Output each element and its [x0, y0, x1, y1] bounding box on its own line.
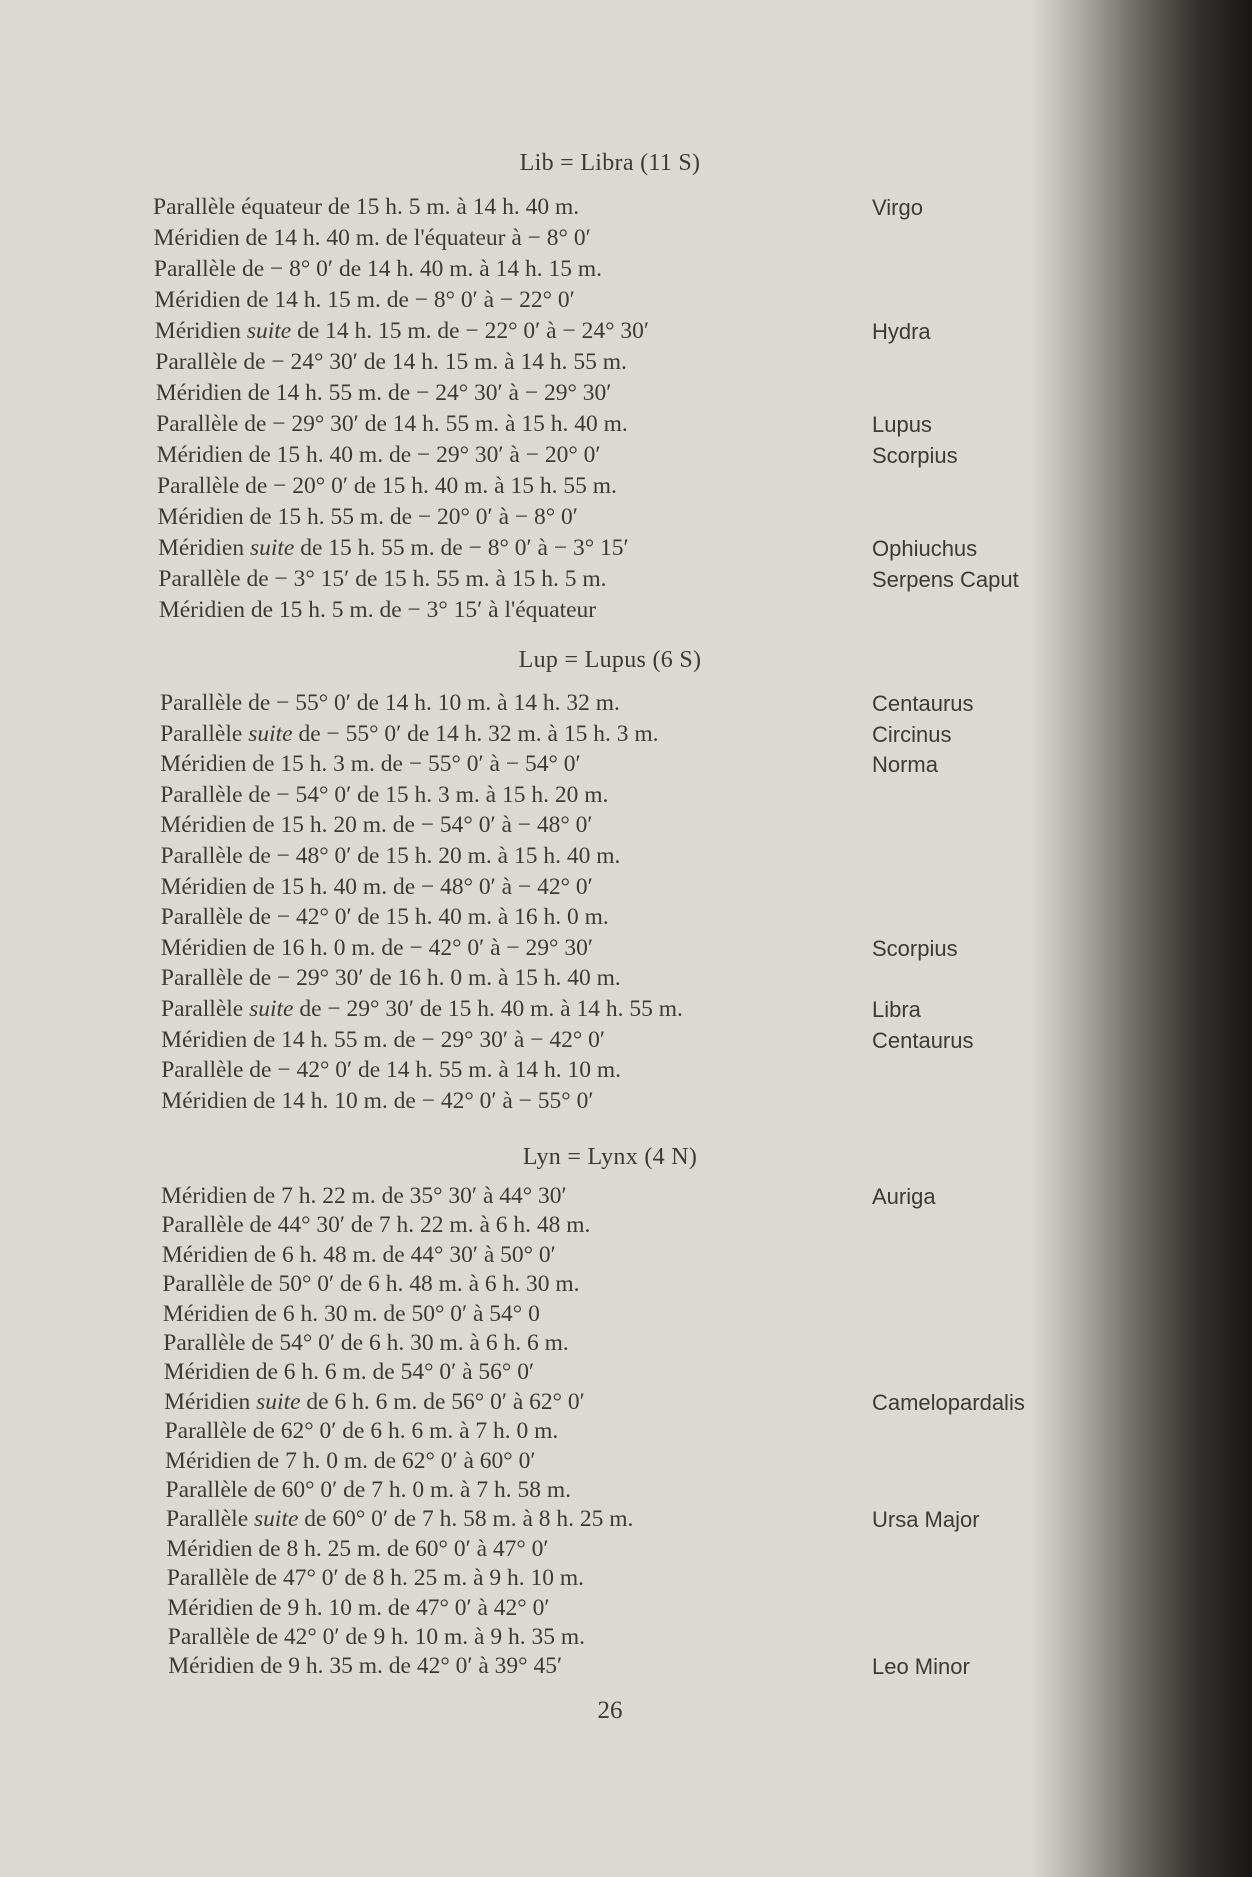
boundary-row [166, 1534, 1066, 1565]
boundary-row [158, 533, 1058, 564]
boundary-row [158, 502, 1058, 533]
adjacent-constellation: Serpens Caput [871, 567, 1019, 592]
boundary-description: Méridien de 15 h. 5 m. de − 3° 15′ à l'équateur [158, 597, 597, 623]
boundary-row [162, 1240, 1062, 1271]
section-heading-lynx: Lyn = Lynx (4 N) [522, 1144, 698, 1170]
boundary-description: Parallèle de 42° 0′ de 9 h. 10 m. à 9 h. 35 m. [167, 1624, 585, 1650]
boundary-description: Méridien de 8 h. 25 m. de 60° 0′ à 47° 0′ [166, 1535, 549, 1562]
boundary-row [154, 285, 1054, 316]
adjacent-constellation: Virgo [872, 195, 923, 220]
boundary-row [161, 933, 1061, 964]
boundary-description: Parallèle de − 48° 0′ de 15 h. 20 m. à 15 h. 40 m. [160, 843, 621, 869]
boundary-row [161, 1086, 1061, 1117]
boundary-row [157, 440, 1057, 471]
boundary-row [167, 1563, 1067, 1594]
boundary-row [156, 409, 1056, 440]
boundary-row [164, 1387, 1064, 1418]
boundary-description: Parallèle de − 55° 0′ de 14 h. 10 m. à 14 h. 32 m. [160, 690, 620, 716]
boundary-description: Méridien de 14 h. 40 m. de l'équateur à − 8° 0′ [153, 225, 591, 251]
boundary-description: Méridien de 9 h. 35 m. de 42° 0′ à 39° 45′ [168, 1653, 563, 1680]
boundary-description: Méridien de 6 h. 6 m. de 54° 0′ à 56° 0′ [163, 1359, 535, 1386]
boundary-description: Méridien de 15 h. 3 m. de − 55° 0′ à − 54° 0′ [160, 751, 581, 778]
boundary-description: Méridien de 6 h. 30 m. de 50° 0′ à 54° 0 [162, 1300, 540, 1327]
boundary-row [161, 1055, 1061, 1086]
boundary-description: Méridien de 14 h. 15 m. de − 8° 0′ à − 22° 0′ [154, 287, 575, 313]
boundary-description: Méridien de 15 h. 55 m. de − 20° 0′ à − 8° 0′ [157, 504, 578, 530]
boundary-row [160, 719, 1060, 750]
adjacent-constellation: Camelopardalis [871, 1389, 1025, 1415]
boundary-row [162, 1269, 1062, 1300]
adjacent-constellation: Centaurus [871, 1027, 974, 1053]
boundary-description: Méridien de 14 h. 10 m. de − 42° 0′ à − 55° 0′ [161, 1087, 594, 1114]
boundary-description: Méridien de 14 h. 55 m. de − 24° 30′ à − 29° 30′ [155, 380, 612, 406]
section-heading-lupus: Lup = Lupus (6 S) [518, 647, 702, 673]
boundary-description: Parallèle de − 3° 15′ de 15 h. 55 m. à 15 h. 5 m. [158, 566, 607, 592]
boundary-description: Méridien de 15 h. 20 m. de − 54° 0′ à − 48° 0′ [160, 812, 593, 839]
boundary-description: Méridien de 9 h. 10 m. de 47° 0′ à 42° 0′ [167, 1594, 550, 1621]
boundary-description: Méridien suite de 14 h. 15 m. de − 22° 0′ à − 24° 30′ [154, 318, 649, 344]
boundary-description: Parallèle équateur de 15 h. 5 m. à 14 h. 40 m. [153, 194, 580, 220]
boundary-description: Parallèle de − 29° 30′ de 16 h. 0 m. à 15 h. 40 m. [160, 965, 621, 992]
boundary-row [153, 223, 1053, 254]
boundary-description: Parallèle de − 24° 30′ de 14 h. 15 m. à 14 h. 55 m. [155, 349, 627, 375]
boundary-row [165, 1446, 1065, 1477]
boundary-row [161, 1025, 1061, 1056]
boundary-row [156, 378, 1056, 409]
adjacent-constellation: Norma [871, 752, 938, 778]
boundary-description: Méridien suite de 6 h. 6 m. de 56° 0′ à 62° 0′ [164, 1388, 585, 1415]
boundary-row [160, 688, 1060, 719]
adjacent-constellation: Scorpius [871, 443, 958, 468]
adjacent-constellation: Scorpius [871, 935, 958, 961]
boundary-row [161, 872, 1061, 903]
adjacent-constellation: Hydra [871, 319, 931, 344]
boundary-row [160, 810, 1060, 841]
boundary-description: Parallèle de 50° 0′ de 6 h. 48 m. à 6 h. 30 m. [162, 1271, 580, 1298]
boundary-description: Méridien de 14 h. 55 m. de − 29° 30′ à − 42° 0′ [161, 1026, 606, 1053]
boundary-row [166, 1504, 1066, 1535]
boundary-description: Parallèle suite de − 55° 0′ de 14 h. 32 m. à 15 h. 3 m. [160, 720, 659, 747]
boundary-row [161, 1210, 1061, 1241]
boundary-description: Parallèle de − 54° 0′ de 15 h. 3 m. à 15 h. 20 m. [160, 781, 609, 808]
boundary-description: Méridien de 6 h. 48 m. de 44° 30′ à 50° 0′ [161, 1241, 556, 1268]
boundary-description: Parallèle de − 8° 0′ de 14 h. 40 m. à 14 h. 15 m. [153, 256, 602, 282]
boundary-description: Parallèle de 62° 0′ de 6 h. 6 m. à 7 h. 0 m. [164, 1418, 559, 1445]
boundary-row [153, 192, 1053, 223]
boundary-row [164, 1357, 1064, 1388]
adjacent-constellation: Auriga [872, 1184, 936, 1209]
boundary-description: Parallèle de 54° 0′ de 6 h. 30 m. à 6 h. 6 m. [163, 1330, 569, 1356]
boundary-row [161, 994, 1061, 1025]
boundary-description: Méridien de 15 h. 40 m. de − 48° 0′ à − 42° 0′ [160, 873, 593, 900]
boundary-row [166, 1475, 1066, 1506]
boundary-description: Parallèle de − 42° 0′ de 15 h. 40 m. à 16 h. 0 m. [160, 904, 609, 931]
boundary-row [161, 902, 1061, 933]
boundary-description: Parallèle de 44° 30′ de 7 h. 22 m. à 6 h. 48 m. [161, 1212, 591, 1239]
boundary-description: Parallèle suite de 60° 0′ de 7 h. 58 m. à 8 h. 25 m. [165, 1506, 634, 1533]
boundary-row [160, 749, 1060, 780]
adjacent-constellation: Centaurus [872, 691, 974, 716]
boundary-row [161, 1181, 1061, 1212]
boundary-description: Parallèle suite de − 29° 30′ de 15 h. 40 m. à 14 h. 55 m. [161, 996, 683, 1022]
adjacent-constellation: Lupus [871, 412, 932, 437]
boundary-row [158, 564, 1058, 595]
boundary-row [161, 963, 1061, 994]
boundary-description: Parallèle de − 20° 0′ de 15 h. 40 m. à 15 h. 55 m. [157, 473, 617, 499]
boundary-row [165, 1416, 1065, 1447]
boundary-row [157, 471, 1057, 502]
adjacent-constellation: Leo Minor [871, 1654, 970, 1680]
boundary-row [167, 1593, 1067, 1624]
page-number: 26 [597, 1697, 623, 1724]
boundary-description: Méridien de 16 h. 0 m. de − 42° 0′ à − 29° 30′ [160, 934, 593, 961]
boundary-row [168, 1622, 1068, 1653]
boundary-row [161, 841, 1061, 872]
boundary-description: Méridien suite de 15 h. 55 m. de − 8° 0′ à − 3° 15′ [157, 535, 629, 561]
boundary-description: Méridien de 7 h. 0 m. de 62° 0′ à 60° 0′ [165, 1447, 536, 1474]
boundary-description: Méridien de 7 h. 22 m. de 35° 30′ à 44° 30′ [161, 1183, 567, 1209]
adjacent-constellation: Libra [872, 997, 921, 1022]
boundary-row [154, 254, 1054, 285]
section-heading-libra: Lib = Libra (11 S) [519, 150, 701, 176]
boundary-description: Parallèle de 47° 0′ de 8 h. 25 m. à 9 h. 10 m. [166, 1565, 585, 1592]
adjacent-constellation: Ursa Major [871, 1507, 980, 1533]
boundary-row [159, 595, 1059, 626]
adjacent-constellation: Ophiuchus [871, 536, 978, 561]
boundary-row [155, 347, 1055, 378]
boundary-description: Parallèle de − 42° 0′ de 14 h. 55 m. à 14 h. 10 m. [161, 1057, 622, 1084]
adjacent-constellation: Circinus [871, 721, 952, 747]
boundary-description: Parallèle de − 29° 30′ de 14 h. 55 m. à 15 h. 40 m. [156, 411, 628, 437]
boundary-row [168, 1651, 1068, 1682]
boundary-row [155, 316, 1055, 347]
boundary-description: Parallèle de 60° 0′ de 7 h. 0 m. à 7 h. 58 m. [165, 1477, 571, 1503]
boundary-row [163, 1328, 1063, 1359]
boundary-description: Méridien de 15 h. 40 m. de − 29° 30′ à − 20° 0′ [156, 442, 601, 468]
boundary-row [163, 1299, 1063, 1330]
boundary-row [160, 780, 1060, 811]
